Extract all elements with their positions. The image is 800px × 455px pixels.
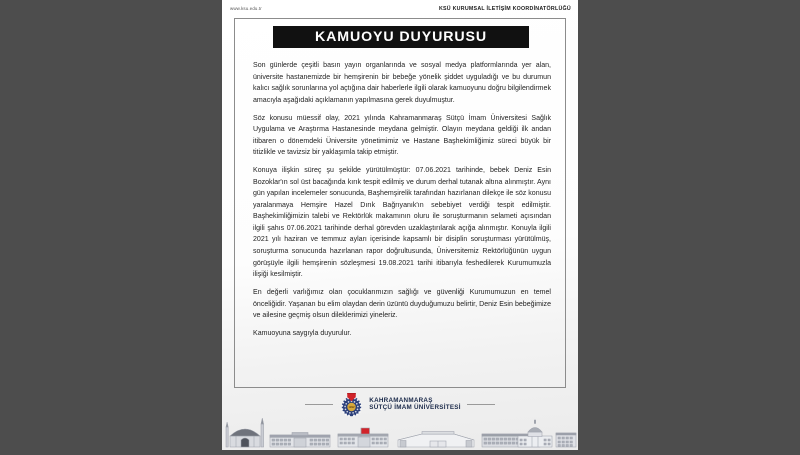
announcement-banner [273,26,529,48]
content-frame [234,18,566,388]
department-title: KSÜ KURUMSAL İLETİŞİM KOORDİNATÖRLÜĞÜ [438,5,571,12]
paragraph: Söz konusu müessif olay, 2021 yılında Kahramanmaraş Sütçü İmam Üniversitesi Sağlık Uygulama ve Araştırma Hastanesinde meydana gelmiştir. Olayın meydana geldiği ilk andan itibaren o dönemdeki Üniversite yönetimimiz ve Hastane Başhekimliğimiz süreci büyük bir titizlikle ve tavizsiz bir yaklaşımla takip etmiştir. [253,114,551,157]
campus-skyline-illustration [222,414,578,450]
divider-right [467,404,495,405]
divider-left [305,404,333,405]
university-name [369,397,460,412]
brand-line-1: KAHRAMANMARAŞ [369,396,433,404]
announcement-title: KAMUOYU DUYURUSU [314,29,488,45]
faculty-building-b [338,428,388,447]
letterbox-left [0,0,222,450]
paragraph: En değerli varlığımız olan çocuklarımızın sağlığı ve güvenliği Kurumumuzun en temel önceliğidir. Yaşanan bu elim olaydan derin üzüntü duyduğumuzu belirtir, Deniz Esin bebeğimize ve ailesine geçmiş olsun dileklerimizi yineleriz. [253,289,551,320]
document-header [222,0,578,17]
turkish-flag-icon [361,428,370,434]
mosque-building [226,418,264,447]
announcement-document [222,0,578,450]
letterbox-right [578,0,800,450]
paragraph: Son günlerde çeşitli basın yayın organlarında ve sosyal medya platformlarında yer alan, üniversite hastanemizde bir hemşirenin bir bebeğe yönelik şiddet uyguladığı ve bu durumun kalıcı sağlık sorunlarına yol açtığına dair haberlerle ilgili olarak kamuoyunu doğru bilgilendirmek amacıyla aşağıdaki açıklamanın yapılmasına gerek duyulmuştur. [253,62,551,104]
closing-line: Kamuoyuna saygıyla duyurulur. [253,330,352,338]
seal-year: 1992 [348,404,355,409]
brand-line-2: SÜTÇÜ İMAM ÜNİVERSİTESİ [369,404,461,411]
site-url[interactable]: www.ksu.edu.tr [230,6,262,11]
rectorate-building [518,420,552,447]
announcement-body [253,60,551,340]
faculty-building-a [270,433,330,448]
university-seal-icon [339,392,364,417]
congress-center-building [398,432,474,448]
faculty-building-d [556,433,576,447]
paragraph: Konuya ilişkin süreç şu şekilde yürütülmüştür: 07.06.2021 tarihinde, bebek Deniz Esin Bozoklar'ın sol üst bacağında kırık tespit edilmiş ve durum derhal tutanak altına alınmıştır. Aynı gün yapılan incelemeler sonucunda, Başhemşirelik tarafından hazırlanan dilekçe ile söz konusu yaralanmaya Hemşire Hazel Dırık Bağrıyanık'ın sebebiyet verdiği tespit edilmiştir. Başhekimliğimizin talebi ve Rektörlük makamının oluru ile soruşturmanın selameti açısından ilgili şahıs 07.06.2021 tarihinde derhal görevden uzaklaştırılarak açığa alınmıştır. Konuyla ilgili 2021 yılı haziran ve temmuz ayları içerisinde kapsamlı bir disiplin soruşturması yürütülmüş, soruşturma sonucunda hazırlanan rapor doğrultusunda, Üniversitemiz Rektörlüğünün uygun görüşüyle ilgili hemşirenin sözleşmesi 19.08.2021 tarihi itibarıyla feshedilerek Kurumumuzla ilişiği kesilmiştir. [253,167,551,279]
